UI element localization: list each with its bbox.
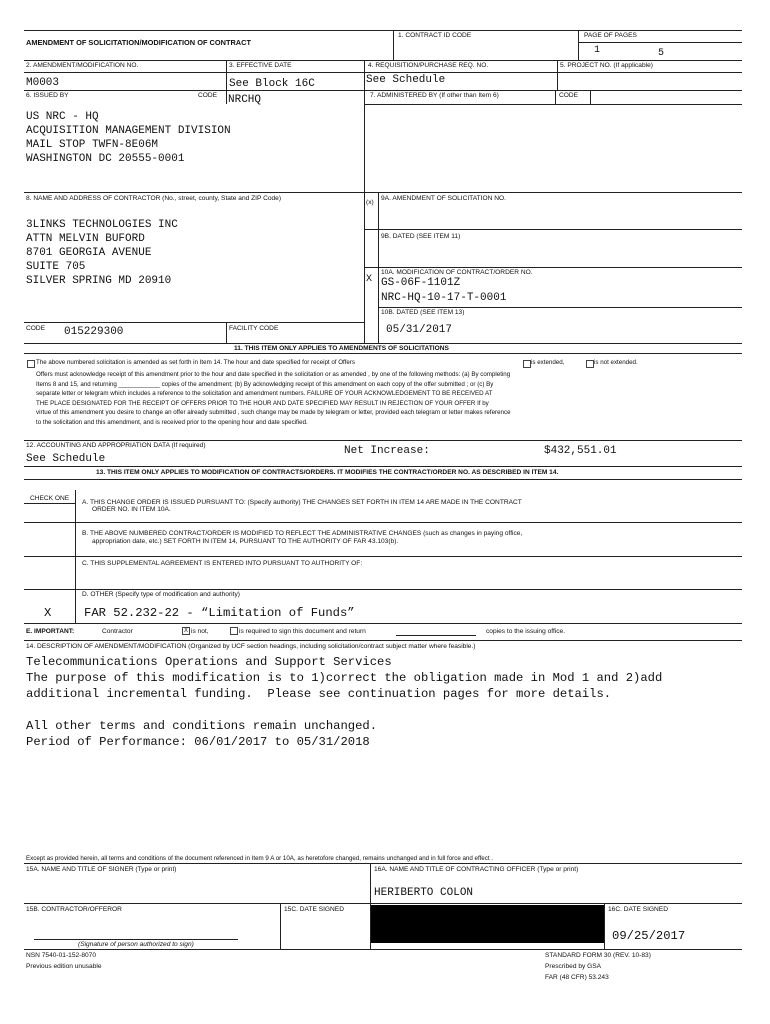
item9b-label: 9B. DATED (SEE ITEM 11): [381, 233, 461, 240]
line-row8: [24, 192, 742, 193]
line-row11: [24, 343, 742, 344]
contractor-code: 015229300: [64, 326, 124, 338]
line-row11-head: [24, 353, 742, 354]
contractor-line: SUITE 705: [26, 261, 86, 273]
far-citation: FAR (48 CFR) 53.243: [545, 974, 609, 981]
contractor-line: SILVER SPRING MD 20910: [26, 275, 172, 287]
description-line: All other terms and conditions remain unchanged.: [26, 719, 378, 733]
item11-instructions: [36, 371, 511, 427]
contractor-line: 3LINKS TECHNOLOGIES INC: [26, 219, 178, 231]
pages-total: 5: [658, 48, 665, 59]
administered-by-label: 7. ADMINISTERED BY (If other than Item 6): [370, 92, 499, 99]
line-row13-head: [24, 479, 742, 480]
issued-by-label: 6. ISSUED BY: [26, 92, 69, 99]
description-line: Telecommunications Operations and Support Services: [26, 655, 392, 669]
date-signed-16c-value: 09/25/2017: [612, 929, 686, 943]
line-bottom: [24, 949, 742, 950]
item13b-line1: B. THE ABOVE NUMBERED CONTRACT/ORDER IS MODIFIED TO REFLECT THE ADMINISTRATIVE CHANGES (such as changes in paying office,: [82, 530, 523, 537]
project-no-label: 5. PROJECT NO. (If applicable): [560, 62, 653, 69]
form-title: AMENDMENT OF SOLICITATION/MODIFICATION OF CONTRACT: [26, 38, 251, 47]
item11-line1: The above numbered solicitation is amended as set forth in Item 14. The hour and date specified for receipt of Offers: [36, 359, 355, 366]
item10a-label: 10A. MODIFICATION OF CONTRACT/ORDER NO.: [381, 269, 533, 276]
line-13b: [24, 522, 742, 523]
v-header-2: [578, 30, 579, 60]
item9a-label: 9A. AMENDMENT OF SOLICITATION NO.: [381, 195, 506, 202]
item13a-line2: ORDER NO. IN ITEM 10A.: [92, 506, 171, 513]
item11-amended-checkbox[interactable]: [27, 360, 35, 368]
previous-edition: Previous edition unusable: [26, 963, 102, 970]
important-label: E. IMPORTANT:: [26, 628, 75, 635]
nsn-number: NSN 7540-01-152-8070: [26, 952, 97, 959]
description-line: The purpose of this modification is to 1)correct the obligation made in Mod 1 and 2)add: [26, 671, 663, 685]
not-extended-checkbox[interactable]: [586, 360, 594, 368]
copies-blank: [396, 635, 476, 636]
v-facility: [226, 322, 227, 343]
date-signed-16c-label: 16C. DATE SIGNED: [608, 906, 668, 913]
item10b-label: 10B. DATED (SEE ITEM 13): [381, 309, 465, 316]
description-line: Period of Performance: 06/01/2017 to 05/31/2018: [26, 735, 370, 749]
item14-label: 14. DESCRIPTION OF AMENDMENT/MODIFICATION (Organized by UCF section headings, including solicitation/contract subject matter where feasible.): [26, 643, 476, 650]
line-row12: [24, 440, 742, 441]
signature-caption-text: (Signature of person authorized to sign): [78, 941, 194, 948]
is-not-check-mark: X: [183, 628, 188, 634]
is-required-checkbox[interactable]: [230, 627, 238, 635]
officer-name: HERIBERTO COLON: [374, 887, 474, 899]
administered-code-label: CODE: [559, 92, 579, 99]
h-row7-sub: [364, 104, 742, 105]
v-16c: [604, 903, 605, 949]
requisition-label: 4. REQUISITION/PURCHASE REQ. NO.: [368, 62, 489, 69]
v-row6-code: [226, 90, 227, 104]
date-signed-15c-label: 15C. DATE SIGNED: [284, 906, 344, 913]
item10a-contract: GS-06F-1101Z: [381, 277, 461, 289]
page-number: 1: [594, 45, 601, 56]
issuer-line: ACQUISITION MANAGEMENT DIVISION: [26, 125, 231, 137]
issuer-line: US NRC - HQ: [26, 111, 99, 123]
issuer-line: MAIL STOP TWFN-8E06M: [26, 139, 159, 151]
item13d-value: FAR 52.232-22 - “Limitation of Funds”: [84, 606, 355, 620]
is-not-label: is not,: [191, 628, 209, 635]
contractor-label: 8. NAME AND ADDRESS OF CONTRACTOR (No., street, county, State and ZIP Code): [26, 195, 282, 202]
v-row7-code2: [590, 90, 591, 104]
v-row2-2: [364, 60, 365, 90]
contractor-line: 8701 GEORGIA AVENUE: [26, 247, 152, 259]
v-row7-code: [555, 90, 556, 104]
item13d-check: X: [44, 606, 52, 620]
v-row6-mid: [364, 90, 365, 192]
item12-label: 12. ACCOUNTING AND APPROPRIATION DATA (If required): [26, 442, 206, 449]
signature-caption: [78, 941, 194, 949]
item11-text-line: virtue of this amendment you desire to change an offer already submitted , such change may be made by telegram or letter, provided each telegram or letter makes reference: [36, 409, 511, 417]
description-line: [26, 702, 662, 718]
item10a-check: X: [366, 274, 373, 285]
line-row2: [24, 60, 742, 61]
v-row2-3: [557, 60, 558, 90]
page-of-pages-label: PAGE OF PAGES: [584, 32, 637, 39]
item10b-date: 05/31/2017: [386, 324, 453, 336]
item14-description: [26, 654, 662, 750]
important-contractor: Contractor: [102, 628, 133, 635]
item10a-order: NRC-HQ-10-17-T-0001: [381, 292, 507, 304]
line-row6: [24, 90, 742, 91]
item11-text-line: to the solicitation and this amendment, and is received prior to the opening hour and date specified.: [36, 418, 308, 426]
line-15a: [24, 863, 742, 864]
item11-heading: 11. THIS ITEM ONLY APPLIES TO AMENDMENTS OF SOLICITATIONS: [234, 345, 449, 352]
v-15c: [280, 903, 281, 949]
v-check: [75, 490, 76, 623]
effective-date-label: 3. EFFECTIVE DATE: [229, 62, 292, 69]
line-row13: [24, 466, 742, 467]
h-check: [24, 503, 75, 504]
facility-code-label: FACILITY CODE: [229, 325, 279, 332]
line-13c: [24, 556, 742, 557]
line-e: [24, 623, 742, 624]
contract-id-code-label: 1. CONTRACT ID CODE: [398, 32, 472, 39]
signer-label: 15A. NAME AND TITLE OF SIGNER (Type or print): [26, 866, 177, 873]
issued-by-code-label: CODE: [198, 92, 218, 99]
sig-line: [34, 939, 238, 940]
amendment-no: M0003: [26, 77, 60, 89]
line-15b: [24, 903, 742, 904]
item13b-line2: appropriation date, etc.) SET FORTH IN ITEM 14, PURSUANT TO THE AUTHORITY OF FAR 43.103(b).: [92, 538, 399, 545]
line-13d: [24, 589, 742, 590]
redacted-signature: [371, 905, 604, 943]
item12-value: See Schedule: [26, 453, 106, 465]
issuer-address: [26, 110, 231, 166]
line-top: [24, 30, 742, 31]
is-not-checkbox[interactable]: [182, 627, 190, 635]
item13-heading: 13. THIS ITEM ONLY APPLIES TO MODIFICATION OF CONTRACTS/ORDERS. IT MODIFIES THE CONTRACT/ORDER NO. AS DESCRIBED IN ITEM 14.: [96, 469, 559, 476]
effective-date: See Block 16C: [229, 78, 315, 90]
item13c-line: C. THIS SUPPLEMENTAL AGREEMENT IS ENTERED INTO PURSUANT TO AUTHORITY OF:: [82, 560, 363, 567]
amendment-no-label: 2. AMENDMENT/MODIFICATION NO.: [26, 62, 139, 69]
extended-checkbox[interactable]: [523, 360, 531, 368]
officer-label: 16A. NAME AND TITLE OF CONTRACTING OFFICER (Type or print): [374, 866, 579, 873]
standard-form: STANDARD FORM 30 (REV. 10-83): [545, 952, 651, 959]
description-line: additional incremental funding. Please see continuation pages for more details.: [26, 687, 612, 701]
contractor-line: ATTN MELVIN BUFORD: [26, 233, 145, 245]
h-page-sub: [578, 42, 742, 43]
net-increase-label: Net Increase:: [344, 445, 430, 457]
item11-text-line: Offers must acknowledge receipt of this amendment prior to the hour and date specified in the solicitation or as amended , by one of the following methods: (a) By completing: [36, 371, 511, 378]
v-header-1: [393, 30, 394, 60]
item11-text-line: Items 8 and 15, and returning ____________ copies of the amendment; (b) By acknowledging receipt of this amendment on each copy of the offer submitted ; or (c) By: [36, 380, 494, 388]
requisition-value: See Schedule: [366, 74, 446, 86]
x-column-label: (x): [366, 199, 374, 206]
v-row2-1: [226, 60, 227, 90]
net-increase-amount: $432,551.01: [544, 445, 617, 457]
issuer-line: WASHINGTON DC 20555-0001: [26, 153, 185, 165]
extended-label: is extended,: [531, 359, 565, 366]
not-extended-label: is not extended.: [594, 359, 638, 366]
contractor-code-label: CODE: [26, 325, 46, 332]
h-10a: [364, 267, 742, 268]
v-15a: [370, 863, 371, 903]
item13d-line: D. OTHER (Specify type of modification and authority): [82, 591, 240, 598]
h-9b: [364, 229, 742, 230]
h-10b: [378, 307, 742, 308]
issued-by-code: NRCHQ: [228, 94, 262, 106]
check-one-label: CHECK ONE: [30, 495, 70, 502]
item11-text-line: THE PLACE DESIGNATED FOR THE RECEIPT OF OFFERS PRIOR TO THE HOUR AND DATE SPECIFIED MAY RESULT IN REJECTION OF YOUR OFFER If by: [36, 399, 489, 407]
contractor-address: [26, 218, 178, 288]
line-14: [24, 640, 742, 641]
except-statement: Except as provided herein, all terms and conditions of the document referenced in Item 9 A or 10A, as heretofore changed, remains unchanged and in full force and effect .: [26, 855, 493, 862]
is-required-label: is required to sign this document and return: [239, 628, 366, 635]
item13a-line1: A. THIS CHANGE ORDER IS ISSUED PURSUANT TO: (Specify authority) THE CHANGES SET FORTH IN ITEM 14 ARE MADE IN THE CONTRACT: [82, 499, 522, 506]
contractor-offeror-label: 15B. CONTRACTOR/OFFEROR: [26, 906, 122, 913]
h-code: [24, 322, 364, 323]
item11-text-line: separate letter or telegram which includes a reference to the solicitation and amendment numbers. FAILURE OF YOUR ACKNOWLEDGEMENT TO BE RECEIVED AT: [36, 390, 493, 398]
prescribed-by: Prescribed by GSA: [545, 963, 602, 970]
copies-label: copies to the issuing office.: [486, 628, 566, 635]
